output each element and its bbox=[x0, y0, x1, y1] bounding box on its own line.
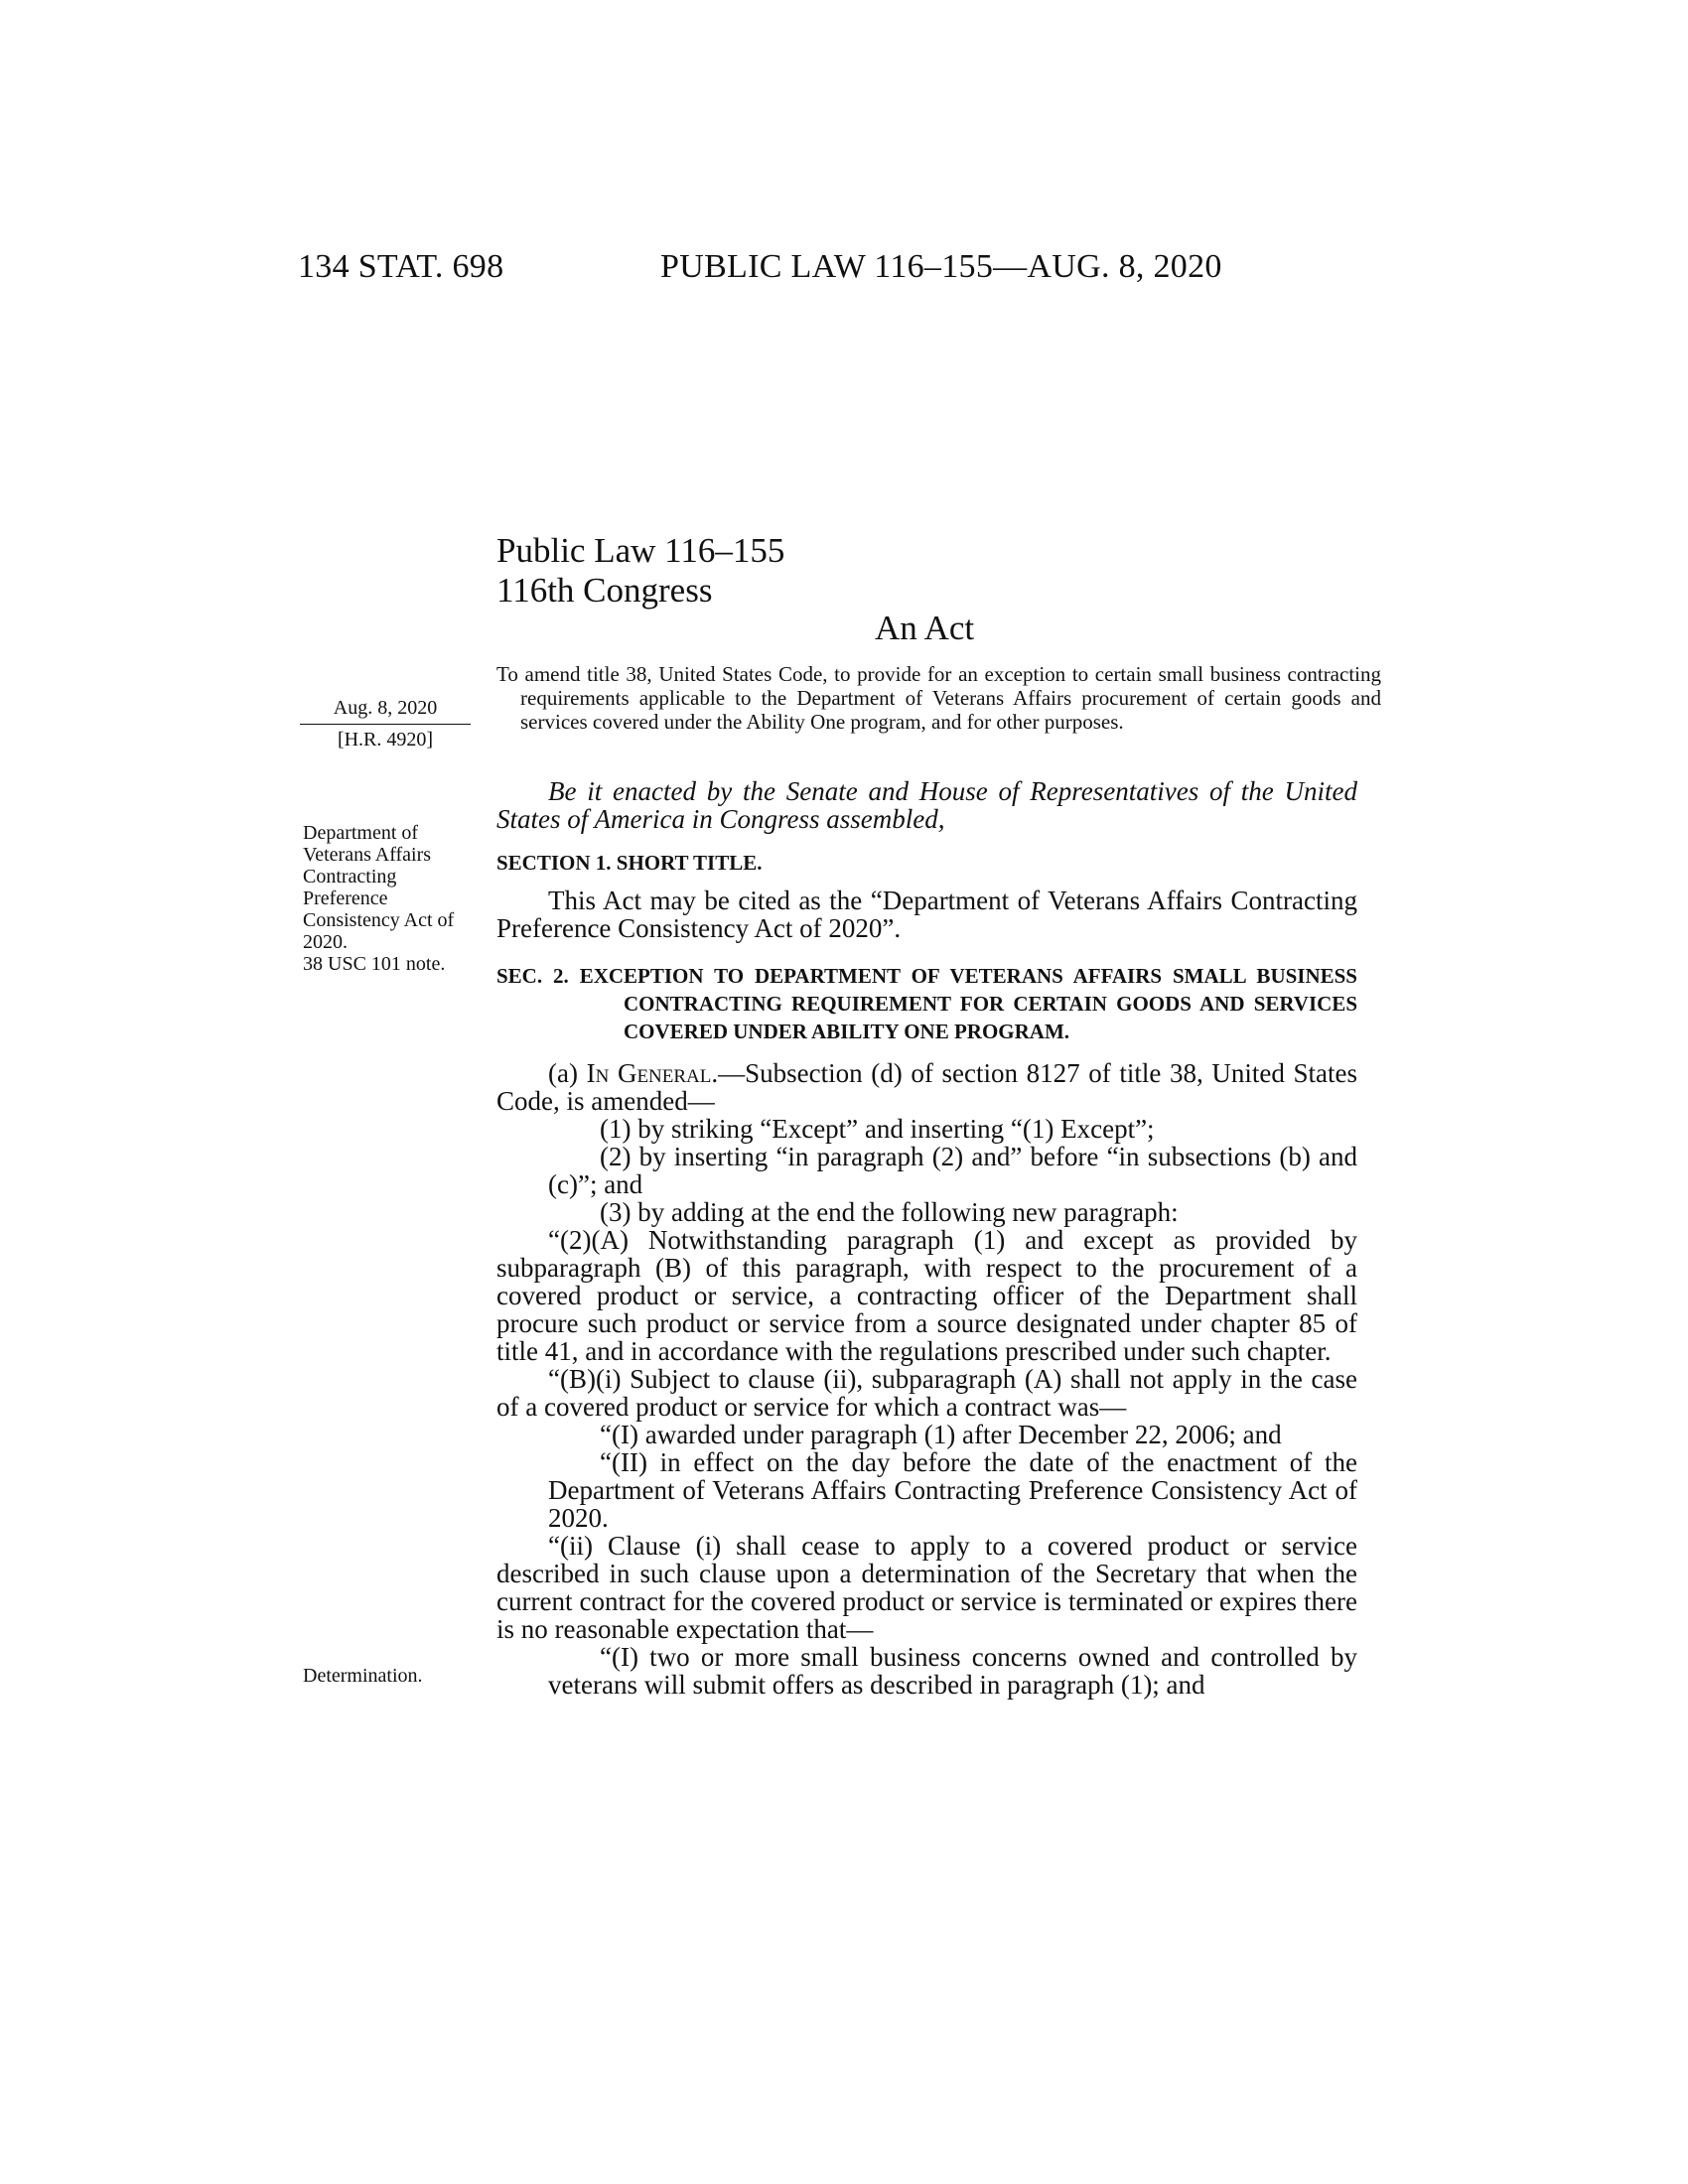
public-law-number: Public Law 116–155 bbox=[496, 531, 785, 570]
act-body bbox=[496, 777, 1357, 1699]
section-1-heading: SECTION 1. SHORT TITLE. bbox=[496, 851, 763, 875]
paragraph-2B-i: “(B)(i) Subject to clause (ii), subparagraph (A) shall not apply in the case of a covered product or service for which a contract was— bbox=[496, 1364, 1357, 1422]
clause-I-small-business: “(I) two or more small business concerns owned and controlled by veterans will submit offers as described in paragraph (1); and bbox=[548, 1642, 1357, 1700]
subsection-a-heading: In General bbox=[586, 1058, 712, 1088]
running-title: PUBLIC LAW 116–155—AUG. 8, 2020 bbox=[660, 248, 1222, 285]
congress-number: 116th Congress bbox=[496, 571, 713, 610]
paragraph-ii: “(ii) Clause (i) shall cease to apply to a covered product or service described in such clause upon a determination of the Secretary that when the current contract for the covered product or service is terminated or expires there is no reasonable expectation that— bbox=[496, 1531, 1357, 1644]
section-1-text: This Act may be cited as the “Department of Veterans Affairs Contracting Preference Consistency Act of 2020”. bbox=[496, 886, 1357, 943]
enactment-date-block bbox=[300, 697, 471, 751]
clause-I-awarded: “(I) awarded under paragraph (1) after December 22, 2006; and bbox=[600, 1420, 1282, 1449]
act-purpose: To amend title 38, United States Code, to provide for an exception to certain small business contracting requirements applicable to the Department of Veterans Affairs procurement of certain goods and services covered under the Ability One program, and for other purposes. bbox=[496, 662, 1381, 734]
act-heading: An Act bbox=[875, 609, 975, 647]
short-title-note: Department of Veterans Affairs Contracting Preference Consistency Act of 2020. bbox=[303, 822, 455, 953]
law-title-block bbox=[496, 531, 784, 611]
amendment-item-2: (2) by inserting “in paragraph (2) and” before “in subsections (b) and (c)”; and bbox=[548, 1142, 1357, 1199]
amendment-item-1: (1) by striking “Except” and inserting “(1) Except”; bbox=[600, 1114, 1155, 1144]
subsection-a-prefix: (a) bbox=[548, 1058, 587, 1088]
enacting-clause: Be it enacted by the Senate and House of Representatives of the United States of America in Congress assembled, bbox=[496, 776, 1357, 834]
bill-number: [H.R. 4920] bbox=[337, 729, 434, 751]
subsection-a-text: .—Subsection (d) of section 8127 of title 38, United States Code, is amended— bbox=[496, 1058, 1357, 1116]
page-reference: 134 STAT. 698 bbox=[298, 248, 504, 285]
short-title-margin-note bbox=[303, 822, 477, 975]
usc-note: 38 USC 101 note. bbox=[303, 953, 446, 975]
subsection-a bbox=[496, 1059, 1357, 1115]
determination-margin-note: Determination. bbox=[303, 1665, 423, 1687]
amendment-item-3: (3) by adding at the end the following new paragraph: bbox=[600, 1197, 1179, 1227]
clause-II-in-effect: “(II) in effect on the day before the date of the enactment of the Department of Veterans Affairs Contracting Preference Consistency Act of 2020. bbox=[548, 1447, 1357, 1533]
paragraph-2A: “(2)(A) Notwithstanding paragraph (1) and except as provided by subparagraph (B) of this paragraph, with respect to the procurement of a covered product or service, a contracting officer of the Department shall procure such product or service from a source designated under chapter 85 of title 41, and in accordance with the regulations prescribed under such chapter. bbox=[496, 1225, 1357, 1366]
enactment-date: Aug. 8, 2020 bbox=[300, 697, 471, 725]
section-2-heading: SEC. 2. EXCEPTION TO DEPARTMENT OF VETERANS AFFAIRS SMALL BUSINESS CONTRACTING REQUIREMENT FOR CERTAIN GOODS AND SERVICES COVERED UNDER ABILITY ONE PROGRAM. bbox=[496, 964, 1357, 1043]
